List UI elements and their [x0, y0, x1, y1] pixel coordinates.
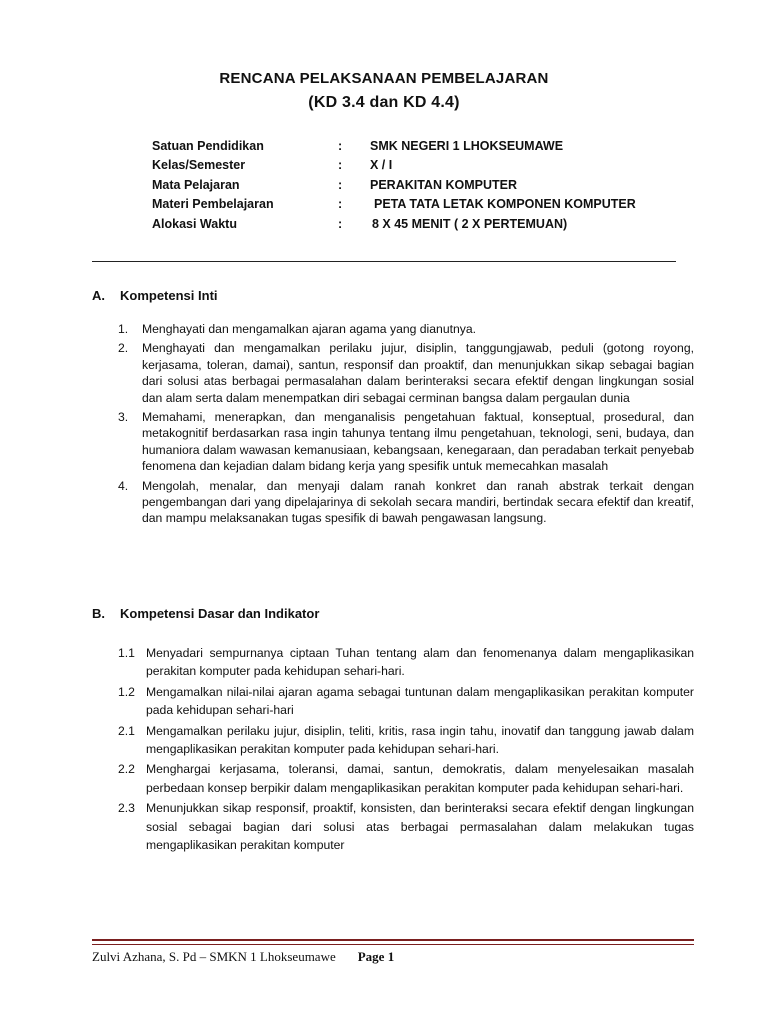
list-item [118, 760, 694, 797]
page-subtitle: (KD 3.4 dan KD 4.4) [308, 94, 460, 111]
section-heading-kompetensi-dasar [92, 606, 319, 621]
item-text: Memahami, menerapkan, dan menganalisis pengetahuan faktual, konseptual, prosedural, dan metakognitif berdasarkan rasa ingin tahunya tentang ilmu pengetahuan, teknologi, seni, budaya, dan humaniora dalam wawasan kemanusiaan, kebangsaan, kenegaraan, dan peradaban terkait penyebab fenomena dan kejadian dalam bidang kerja yang spesifik untuk memecahkan masalah [142, 410, 694, 474]
list-item [118, 321, 694, 337]
info-colon: : [338, 138, 343, 153]
list-item [118, 799, 694, 854]
item-number: 1. [118, 322, 129, 336]
info-colon: : [338, 216, 343, 231]
info-label: Satuan Pendidikan [152, 138, 264, 153]
list-item [118, 683, 694, 720]
page-title: RENCANA PELAKSANAAN PEMBELAJARAN [219, 70, 549, 87]
item-text: Menghargai kerjasama, toleransi, damai, santun, demokratis, dalam menyelesaikan masalah perbedaan konsep berpikir dalam mengaplikasikan perakitan komputer pada kehidupan sehari-hari. [146, 762, 694, 795]
info-row [152, 214, 636, 234]
info-row [152, 136, 636, 156]
item-text: Menyadari sempurnanya ciptaan Tuhan tentang alam dan fenomenanya dalam mengaplikasikan perakitan komputer pada kehidupan sehari-hari. [146, 646, 694, 679]
info-value: SMK NEGERI 1 LHOKSEUMAWE [370, 138, 564, 153]
item-number: 2. [118, 341, 129, 356]
list-item [118, 409, 694, 475]
footer-author: Zulvi Azhana, S. Pd – SMKN 1 Lhokseumawe [92, 949, 336, 964]
item-text: Menghayati dan mengamalkan perilaku jujur, disiplin, tanggungjawab, peduli (gotong royong, kerjasama, toleran, damai), santun, responsif dan proaktif, dan menunjukkan sikap sebagai bagian dari solusi atas berbagai permasalahan dalam berinteraksi secara efektif dengan lingkungan sosial dan alam serta dalam menempatkan diri sebagai cerminan bangsa dalam pergaulan dunia [142, 341, 694, 405]
item-number: 3. [118, 410, 129, 425]
info-value: X / I [370, 158, 393, 173]
item-text: Menunjukkan sikap responsif, proaktif, konsisten, dan berinteraksi secara efektif dengan lingkungan sosial sebagai bagian dari solusi atas berbagai permasalahan dalam melakukan tugas mengaplikasikan perakitan komputer [146, 801, 694, 853]
section-letter: A. [92, 288, 105, 303]
info-label: Mata Pelajaran [152, 177, 240, 192]
info-colon: : [338, 197, 343, 212]
info-label: Materi Pembelajaran [152, 197, 274, 212]
section-title: Kompetensi Inti [120, 288, 218, 303]
info-value: 8 X 45 MENIT ( 2 X PERTEMUAN) [372, 216, 568, 231]
header-divider [92, 261, 676, 262]
item-number: 2.1 [118, 723, 135, 738]
kompetensi-inti-list [118, 321, 694, 530]
info-value: PERAKITAN KOMPUTER [370, 177, 517, 192]
info-row [152, 175, 636, 195]
info-row [152, 156, 636, 176]
item-text: Mengamalkan nilai-nilai ajaran agama sebagai tuntunan dalam mengaplikasikan perakitan komputer pada kehidupan sehari-hari [146, 684, 694, 718]
item-number: 2.2 [118, 762, 135, 777]
info-colon: : [338, 158, 343, 173]
item-number: 1.2 [118, 684, 135, 699]
identity-table [152, 136, 636, 234]
item-text: Mengamalkan perilaku jujur, disiplin, teliti, kritis, rasa ingin tahu, inovatif dan tanggung jawab dalam mengaplikasikan perakitan komputer pada kehidupan sehari-hari. [146, 723, 694, 757]
item-text: Mengolah, menalar, dan menyaji dalam ranah konkret dan ranah abstrak terkait dengan pengembangan dari yang dipelajarinya di sekolah secara mandiri, bertindak secara efektif dan kreatif, dan mampu melaksanakan tugas spesifik di bawah pengawasan langsung. [142, 478, 694, 526]
page-footer [92, 949, 394, 965]
list-item [118, 340, 694, 406]
footer-rule-thin [92, 944, 694, 945]
section-letter: B. [92, 606, 105, 621]
section-heading-kompetensi-inti [92, 288, 218, 303]
page-number: Page 1 [357, 949, 395, 964]
list-item [118, 644, 694, 681]
kompetensi-dasar-list [118, 644, 694, 856]
info-value: PETA TATA LETAK KOMPONEN KOMPUTER [374, 197, 636, 212]
info-label: Alokasi Waktu [152, 216, 237, 231]
list-item [118, 722, 694, 759]
item-text: Menghayati dan mengamalkan ajaran agama yang dianutnya. [142, 322, 477, 336]
info-colon: : [338, 177, 343, 192]
item-number: 2.3 [118, 801, 135, 816]
info-row [152, 195, 636, 215]
item-number: 4. [118, 478, 129, 493]
info-label: Kelas/Semester [152, 158, 246, 173]
item-number: 1.1 [118, 646, 135, 660]
footer-rule-thick [92, 939, 694, 941]
list-item [118, 478, 694, 527]
section-title: Kompetensi Dasar dan Indikator [120, 606, 320, 621]
